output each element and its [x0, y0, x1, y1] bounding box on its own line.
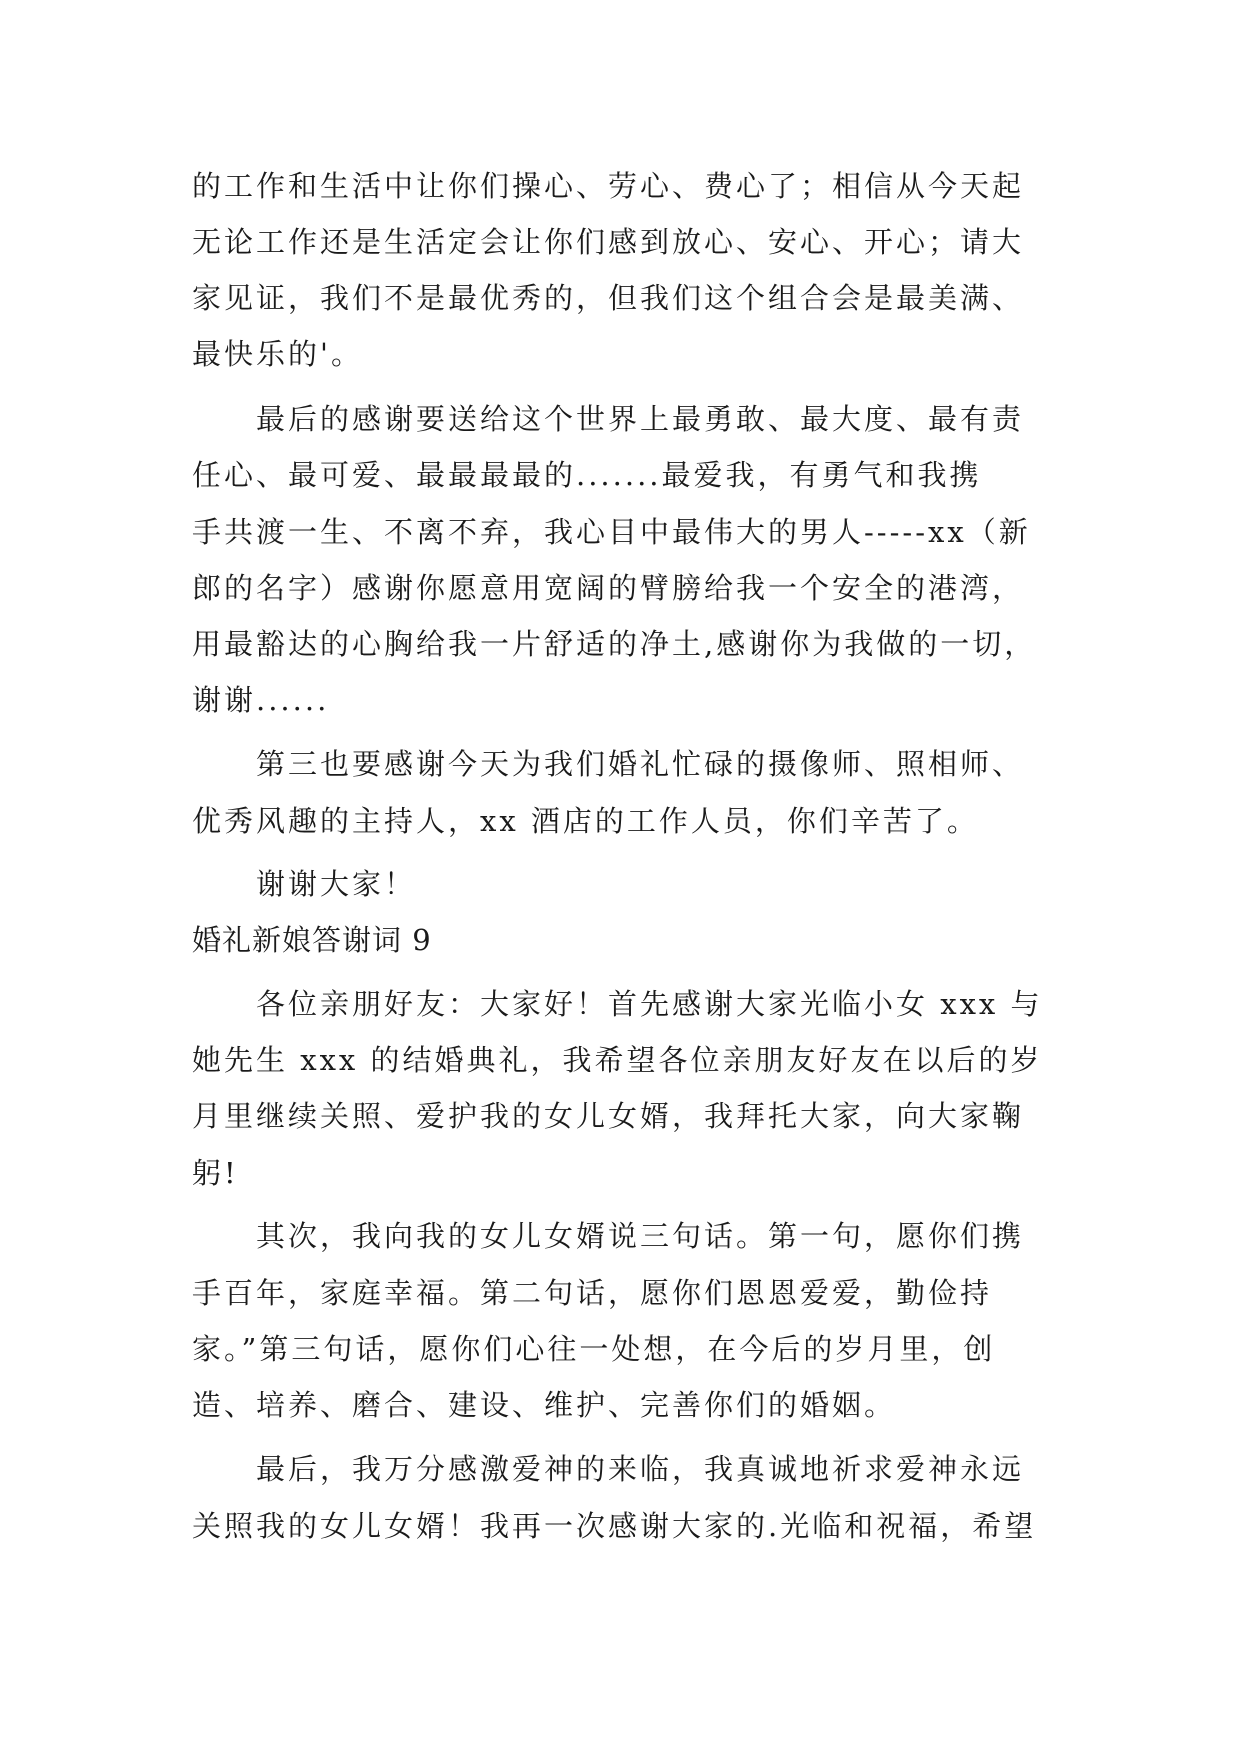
- text-line: 用最豁达的心胸给我一片舒适的净土,感谢你为我做的一切，: [192, 627, 1037, 661]
- text-line: 月里继续关照、爱护我的女儿女婿，我拜托大家，向大家鞠: [192, 1099, 1025, 1133]
- text-line: 谢谢......: [192, 683, 330, 717]
- text-line: 家。”第三句话，愿你们心往一处想，在今后的岁月里，创: [192, 1332, 996, 1366]
- text-line: 手百年，家庭幸福。第二句话，愿你们恩恩爱爱，勤俭持: [192, 1276, 993, 1310]
- text-line: 各位亲朋好友：大家好！首先感谢大家光临小女 xxx 与: [256, 987, 1043, 1021]
- section-heading: 婚礼新娘答谢词 9: [192, 923, 432, 957]
- text-line: 优秀风趣的主持人，xx 酒店的工作人员，你们辛苦了。: [192, 804, 979, 838]
- text-line: 谢谢大家！: [256, 867, 417, 901]
- text-line: 最后的感谢要送给这个世界上最勇敢、最大度、最有责: [256, 402, 1025, 436]
- text-line: 造、培养、磨合、建设、维护、完善你们的婚姻。: [192, 1388, 897, 1422]
- text-line: 最后，我万分感激爱神的来临，我真诚地祈求爱神永远: [256, 1452, 1025, 1486]
- text-line: 的工作和生活中让你们操心、劳心、费心了；相信从今天起: [192, 169, 1025, 203]
- text-line: 躬!: [192, 1156, 239, 1190]
- text-line: 任心、最可爱、最最最最的.......最爱我，有勇气和我携: [192, 458, 982, 492]
- text-line: 手共渡一生、不离不弃，我心目中最伟大的男人-----xx（新: [192, 515, 1031, 549]
- text-line: 无论工作还是生活定会让你们感到放心、安心、开心；请大: [192, 225, 1025, 259]
- text-line: 关照我的女儿女婿！我再一次感谢大家的.光临和祝福，希望: [192, 1509, 1037, 1543]
- text-line: 其次，我向我的女儿女婿说三句话。第一句，愿你们携: [256, 1219, 1025, 1253]
- text-line: 郎的名字）感谢你愿意用宽阔的臂膀给我一个安全的港湾，: [192, 571, 1025, 605]
- text-line: 第三也要感谢今天为我们婚礼忙碌的摄像师、照相师、: [256, 747, 1025, 781]
- text-line: 最快乐的'。: [192, 337, 363, 371]
- text-line: 家见证，我们不是最优秀的，但我们这个组合会是最美满、: [192, 281, 1025, 315]
- text-line: 她先生 xxx 的结婚典礼，我希望各位亲朋友好友在以后的岁: [192, 1043, 1043, 1077]
